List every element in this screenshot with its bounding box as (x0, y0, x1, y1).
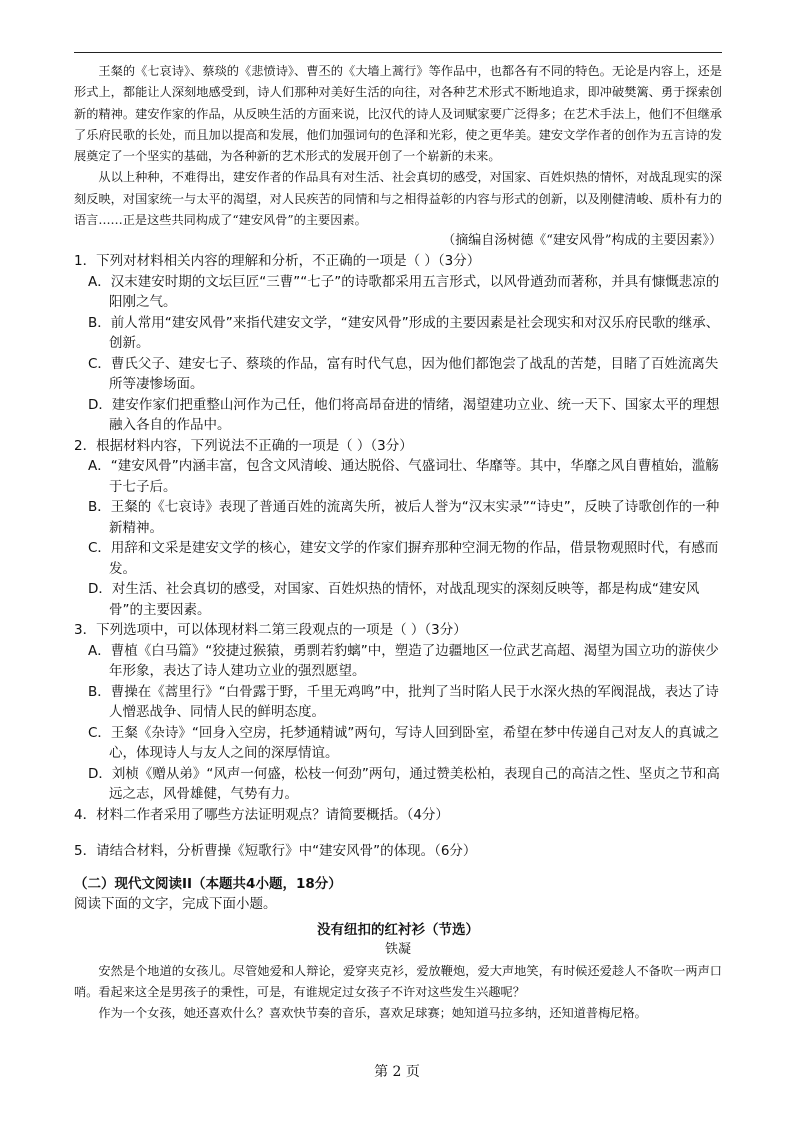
section-instruction: 阅读下面的文字，完成下面小题。 (74, 895, 277, 912)
question-option (74, 497, 722, 538)
question-option (74, 682, 722, 723)
question-item (74, 620, 722, 805)
question-option (74, 764, 722, 805)
option-text: A．汉末建安时期的文坛巨匠“三曹”“七子”的诗歌都采用五言形式，以风骨遒劲而著称，并具有慷慨悲凉的阳刚之气。 (88, 273, 720, 311)
question-item (74, 841, 722, 862)
question-option (74, 354, 722, 395)
article-paragraph: 作为一个女孩，她还喜欢什么？喜欢快节奏的音乐，喜欢足球赛；她知道马拉多纳，还知道普梅尼格。 (98, 1005, 647, 1020)
exam-page (74, 52, 722, 1024)
page-number: 第 2 页 (374, 1064, 420, 1080)
question-stem: 5．请结合材料，分析曹操《短歌行》中“建安风骨”的体现。（6分） (74, 843, 477, 860)
article-title: 没有纽扣的红衬衫（节选） (317, 921, 479, 938)
question-stem: 1．下列对材料相关内容的理解和分析，不正确的一项是（ ）（3分） (74, 253, 481, 270)
question-item (74, 436, 722, 621)
article-text (74, 961, 722, 1024)
option-text: D．对生活、社会真切的感受，对国家、百姓炽热的情怀，对战乱现实的深刻反映等，都是构成“建安风骨”的主要因素。 (88, 581, 700, 618)
option-text: C．曹氏父子、建安七子、蔡琰的作品，富有时代气息，因为他们都饱尝了战乱的苦楚，目睹了百姓流离失所等凄惨场面。 (88, 355, 719, 393)
material-text (74, 61, 722, 231)
option-text: B．前人常用“建安风骨”来指代建安文学，“建安风骨”形成的主要因素是社会现实和对汉乐府民歌的继承、创新。 (88, 314, 720, 352)
material-source: （摘编自汤树德《“建安风骨”构成的主要因素》） (442, 233, 722, 249)
question-option (74, 395, 722, 436)
option-text: D．刘桢《赠从弟》“风声一何盛，松枝一何劲”两句，通过赞美松柏，表现自己的高洁之性、坚贞之节和高远之志，风骨雄健，气势有力。 (88, 765, 720, 803)
question-list (74, 251, 722, 862)
article-author: 铁凝 (384, 941, 411, 957)
question-stem: 4．材料二作者采用了哪些方法证明观点？请简要概括。（4分） (74, 806, 449, 823)
material-paragraph: 从以上种种，不难得出，建安作者的作品具有对生活、社会真切的感受，对国家、百姓炽热的情怀，对战乱现实的深刻反映，对国家统一与太平的渴望，对人民疾苦的同情和与之相得益彰的内容与形式的创新，以及刚健清峻、质朴有力的语言……正是这些共同构成了“建安风骨”的主要因素。 (74, 170, 722, 228)
question-option (74, 456, 722, 497)
option-text: C．王粲《杂诗》“回身入空房，托梦通精诚”两句，写诗人回到卧室，希望在梦中传递自己对友人的真诚之心，体现诗人与友人之间的深厚情谊。 (88, 724, 719, 762)
material-paragraph: 王粲的《七哀诗》、蔡琰的《悲愤诗》、曹丕的《大墙上蒿行》等作品中，也都各有不同的特色。无论是内容上，还是形式上，都能让人深刻地感受到，诗人们那种对美好生活的向往，对各种艺术形式不断地追求，即冲破樊篱、勇于探索创新的精神。建安作家的作品，从反映生活的方面来说，比汉代的诗人及词赋家要广泛得多；在艺术手法上，他们不但继承了乐府民歌的长处，而且加以提高和发展，他们加强词句的色泽和光彩，使之更华美。建安文学作者的创作为五言诗的发展奠定了一个坚实的基础，为各种新的艺术形式的发展开创了一个崭新的未来。 (74, 64, 722, 164)
question-option (74, 579, 722, 620)
question-item (74, 251, 722, 436)
section-heading: （二）现代文阅读II（本题共4小题，18分） (74, 875, 342, 892)
option-text: B．王粲的《七哀诗》表现了普通百姓的流离失所，被后人誉为“汉末实录”“诗史”，反映了诗歌创作的一种新精神。 (88, 499, 720, 536)
question-option (74, 538, 722, 579)
option-text: B．曹操在《蒿里行》“白骨露于野，千里无鸡鸣”中，批判了当时陷人民于水深火热的军阀混战，表达了诗人憎恶战争、同情人民的鲜明态度。 (88, 683, 719, 721)
option-text: D．建安作家们把重整山河作为己任，他们将高昂奋进的情绪，渴望建功立业、统一天下、国家太平的理想融入各自的作品中。 (88, 396, 720, 434)
question-option (74, 641, 722, 682)
option-text: A．“建安风骨”内涵丰富，包含文风清峻、通达脱俗、气盛词壮、华靡等。其中，华靡之风自曹植始，滥觞于七子后。 (88, 458, 719, 495)
option-text: A．曹植《白马篇》“狡捷过猴猿，勇剽若豹螭”中，塑造了边疆地区一位武艺高超、渴望为国立功的游侠少年形象，表达了诗人建功立业的强烈愿望。 (88, 642, 719, 680)
article-paragraph: 安然是个地道的女孩儿。尽管她爱和人辩论，爱穿夹克衫，爱放鞭炮，爱大声地笑，有时候还爱趁人不备吹一两声口哨。看起来这全是男孩子的秉性，可是，有谁规定过女孩子不许对这些发生兴趣呢？ (74, 963, 722, 999)
option-text: C．用辞和文采是建安文学的核心，建安文学的作家们摒弃那种空洞无物的作品，借景物观照时代，有感而发。 (88, 540, 719, 577)
answer-space (74, 825, 722, 841)
question-stem: 2．根据材料内容，下列说法不正确的一项是（ ）（3分） (74, 437, 413, 454)
question-stem: 3．下列选项中，可以体现材料二第三段观点的一项是（ ）（3分） (74, 622, 467, 639)
question-option (74, 272, 722, 313)
question-item (74, 805, 722, 826)
question-option (74, 313, 722, 354)
question-option (74, 723, 722, 764)
